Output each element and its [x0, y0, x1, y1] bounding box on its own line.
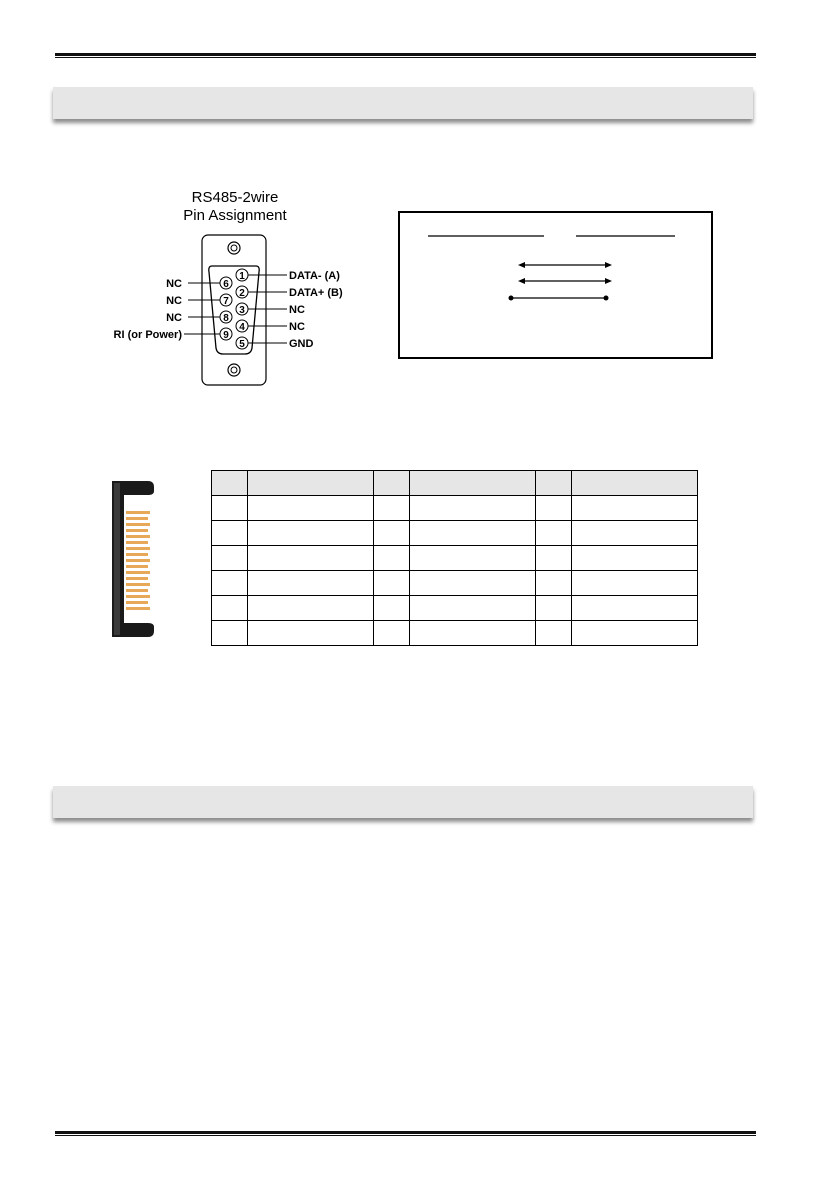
- section-heading-bar-2: [53, 786, 753, 818]
- db9-pin-label: NC: [289, 304, 305, 316]
- db9-pin-number: 7: [223, 296, 229, 307]
- legend-bidirectional-arrow-1: [518, 262, 612, 268]
- db9-pin-number: 4: [239, 322, 245, 333]
- table-row: [212, 496, 698, 521]
- section-heading-bar-1: [53, 87, 753, 119]
- table-row: [212, 571, 698, 596]
- db9-pin-number: 8: [223, 313, 229, 324]
- table-row: [212, 596, 698, 621]
- legend-bidirectional-arrow-2: [518, 278, 612, 284]
- db9-pin-number: 5: [239, 339, 245, 350]
- db9-pin-number: 3: [239, 305, 245, 316]
- table-header-cell: [212, 471, 248, 496]
- db9-shell: [209, 266, 259, 354]
- db9-pin-label: NC: [289, 321, 305, 333]
- pin-table-header: [212, 471, 698, 496]
- legend-ground-link: [509, 296, 609, 301]
- db9-pin-label: NC: [166, 278, 182, 290]
- table-row: [212, 621, 698, 646]
- table-row: [212, 546, 698, 571]
- header-rule-thin: [55, 57, 756, 58]
- db9-pin-number: 9: [223, 330, 229, 341]
- db9-pin-label: GND: [289, 338, 314, 350]
- table-header-cell: [536, 471, 572, 496]
- footer-rule-thin: [55, 1135, 756, 1136]
- db9-pin-label: RI (or Power): [113, 329, 182, 341]
- db9-title-line2: Pin Assignment: [183, 207, 287, 224]
- header-rule: [55, 53, 756, 56]
- db9-connector-diagram: [100, 230, 360, 390]
- db9-pin-label: NC: [166, 312, 182, 324]
- db9-pin-label: DATA+ (B): [289, 287, 343, 299]
- db9-title-line1: RS485-2wire: [191, 189, 279, 206]
- footer-rule: [55, 1131, 756, 1134]
- pin-table: [211, 470, 698, 646]
- connector-image: [108, 477, 158, 641]
- table-header-cell: [374, 471, 410, 496]
- connector-pins: [126, 511, 150, 610]
- wiring-legend-lines: [398, 211, 713, 359]
- db9-pin-number: 2: [239, 288, 245, 299]
- table-header-cell: [572, 471, 698, 496]
- db9-pin-number: 1: [239, 271, 245, 282]
- db9-pin-label: DATA- (A): [289, 270, 340, 282]
- connector-edge: [114, 483, 120, 635]
- db9-pin-number: 6: [223, 279, 229, 290]
- table-row: [212, 521, 698, 546]
- db9-diagram-title: [160, 189, 310, 225]
- table-header-cell: [410, 471, 536, 496]
- db9-pin-label: NC: [166, 295, 182, 307]
- table-header-cell: [248, 471, 374, 496]
